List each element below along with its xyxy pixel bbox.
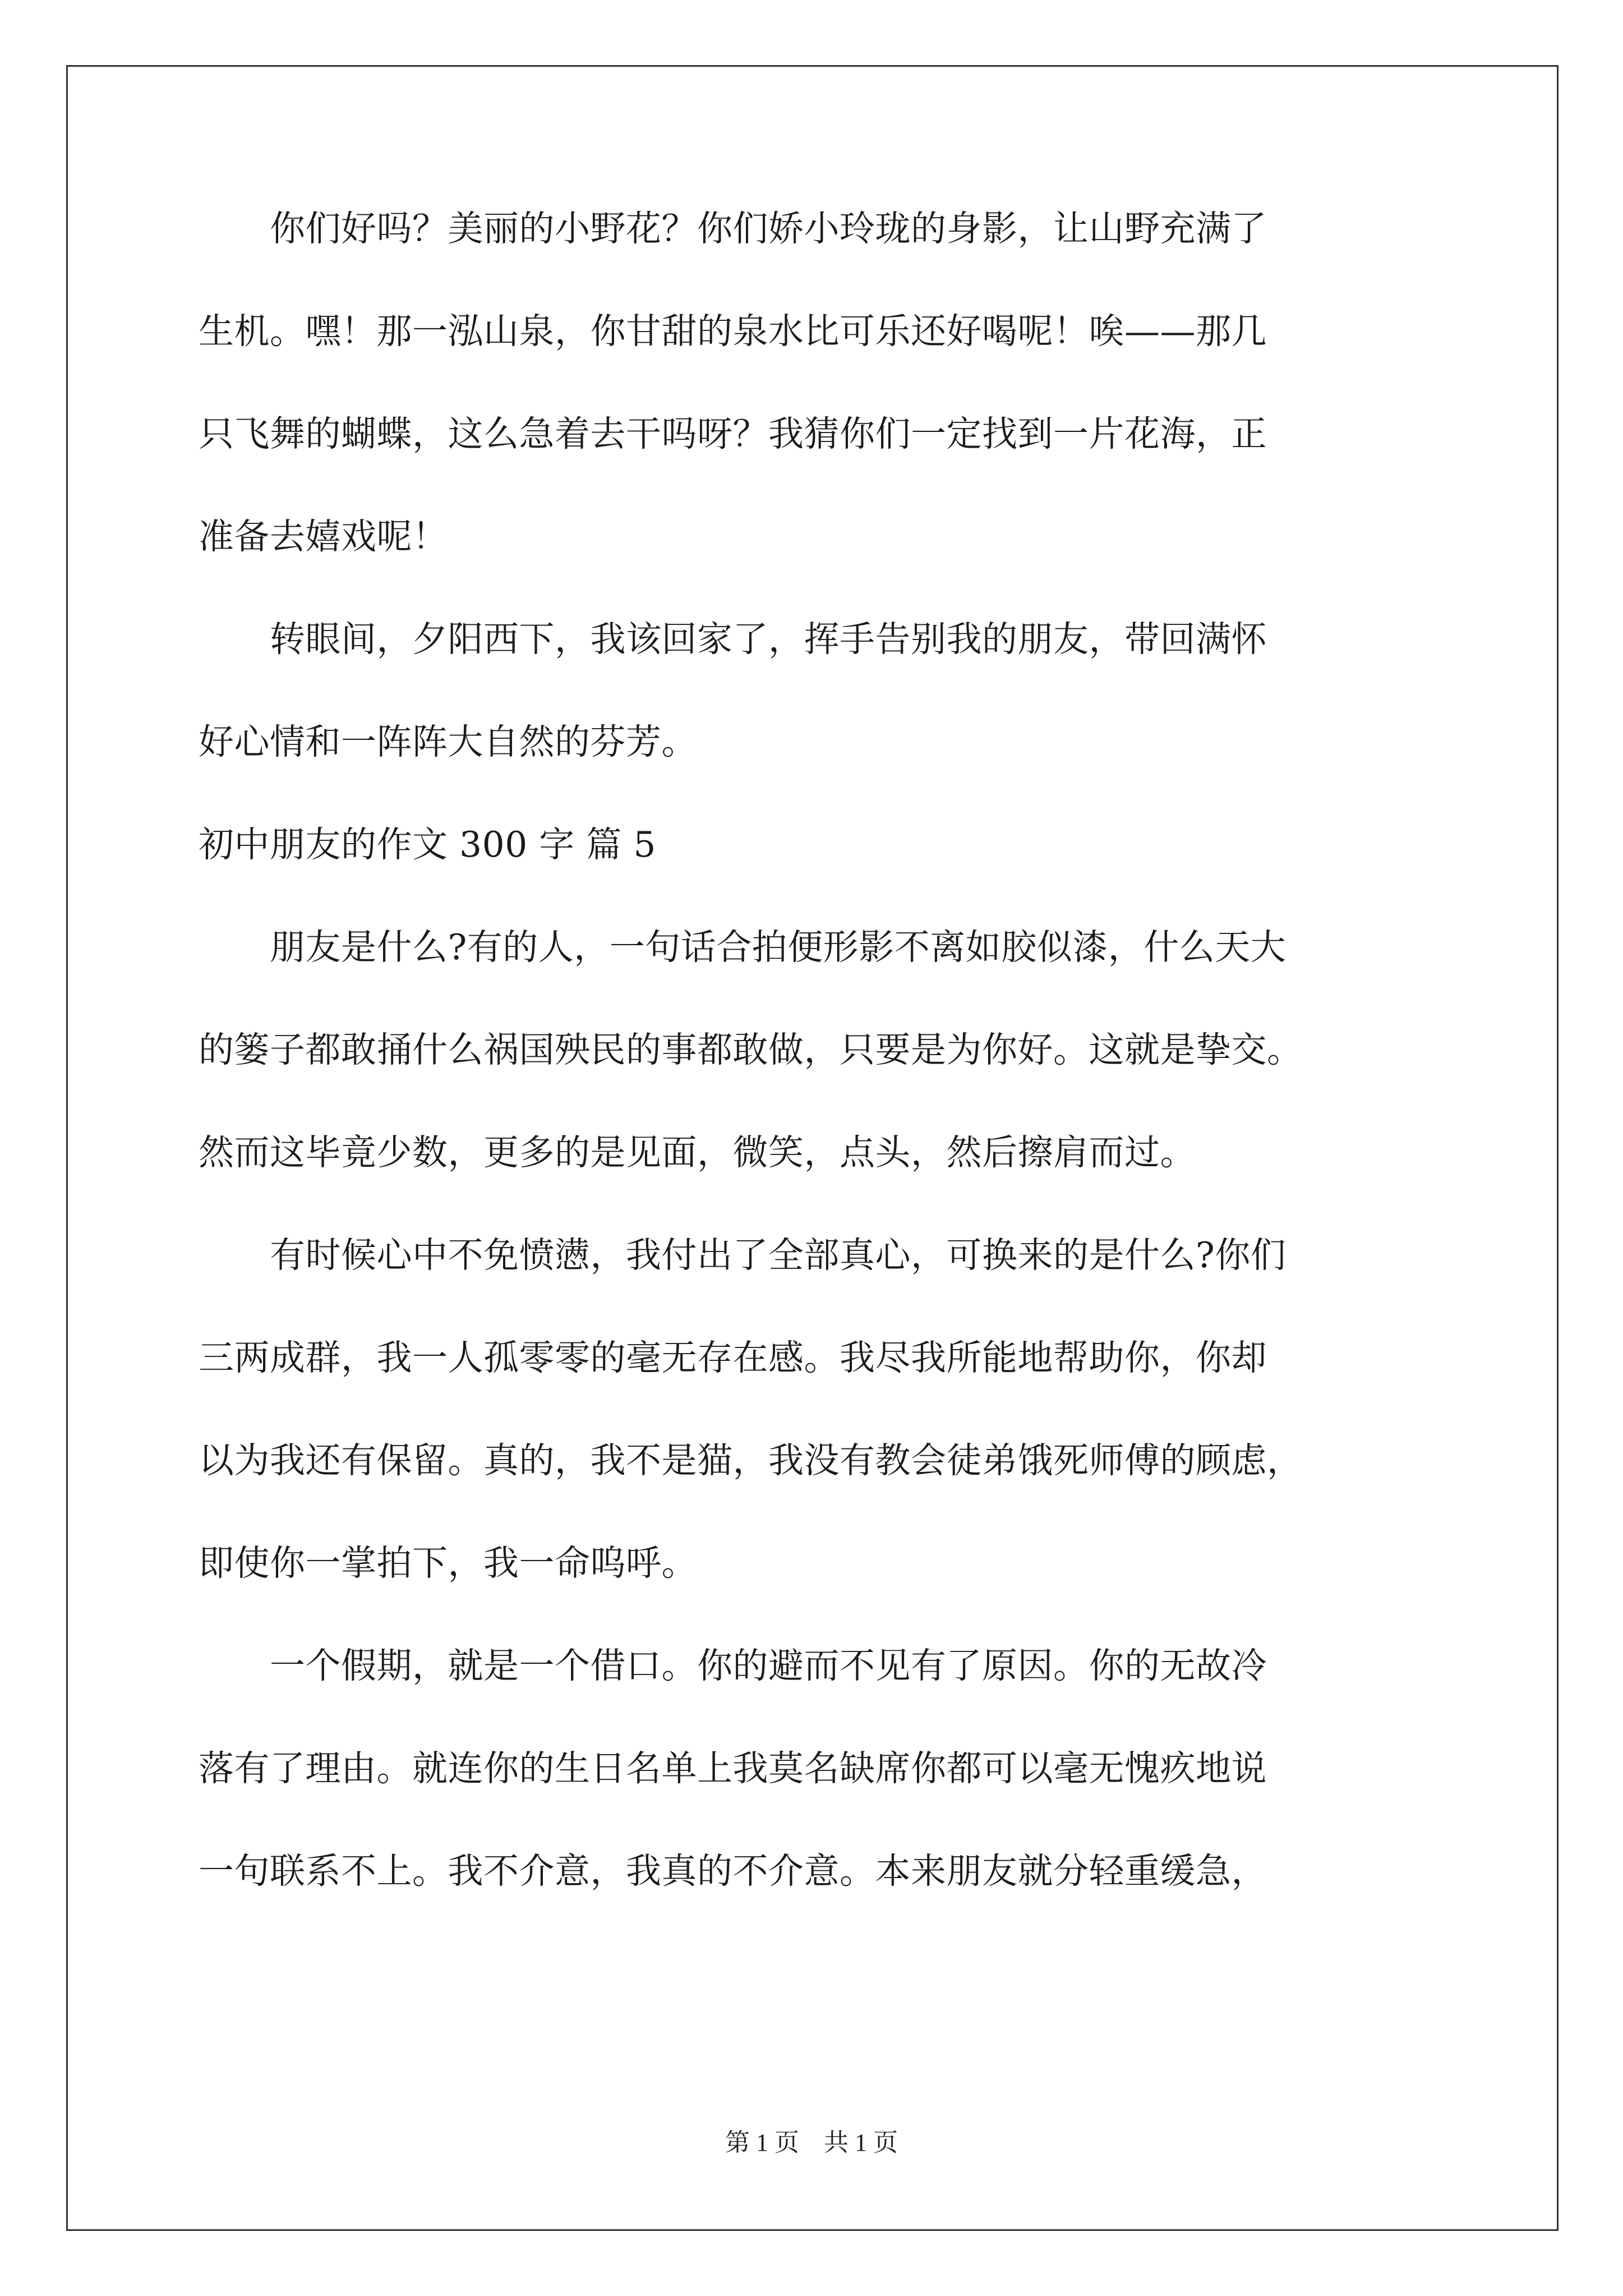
text-line: 即使你一掌拍下，我一命呜呼。	[199, 1543, 697, 1584]
text-line: 你们好吗？美丽的小野花？你们娇小玲珑的身影，让山野充满了	[199, 208, 1267, 249]
text-line: 有时候心中不免愤懑，我付出了全部真心，可换来的是什么?你们	[199, 1235, 1287, 1276]
text-line: 三两成群，我一人孤零零的毫无存在感。我尽我所能地帮助你，你却	[199, 1337, 1267, 1378]
page-number: 第 1 页 共 1 页	[725, 2129, 898, 2156]
text-line: 的篓子都敢捅什么祸国殃民的事都敢做，只要是为你好。这就是挚交。	[199, 1029, 1303, 1070]
text-line: 只飞舞的蝴蝶，这么急着去干吗呀？我猜你们一定找到一片花海，正	[199, 413, 1267, 454]
text-line: 然而这毕竟少数，更多的是见面，微笑，点头，然后擦肩而过。	[199, 1132, 1196, 1173]
text-line: 准备去嬉戏呢！	[199, 516, 448, 557]
text-line: 一句联系不上。我不介意，我真的不介意。本来朋友就分轻重缓急，	[199, 1851, 1267, 1892]
text-line: 转眼间，夕阳西下，我该回家了，挥手告别我的朋友，带回满怀	[199, 619, 1267, 660]
text-line: 以为我还有保留。真的，我不是猫，我没有教会徒弟饿死师傅的顾虑，	[199, 1440, 1303, 1481]
section-heading: 初中朋友的作文 300 字 篇 5	[199, 824, 656, 865]
text-line: 生机。嘿！那一泓山泉，你甘甜的泉水比可乐还好喝呢！唉——那几	[199, 311, 1267, 352]
text-line: 落有了理由。就连你的生日名单上我莫名缺席你都可以毫无愧疚地说	[199, 1748, 1267, 1789]
text-line: 朋友是什么?有的人，一句话合拍便形影不离如胶似漆，什么天大	[199, 927, 1287, 968]
text-line: 一个假期，就是一个借口。你的避而不见有了原因。你的无故冷	[199, 1645, 1267, 1686]
text-line: 好心情和一阵阵大自然的芬芳。	[199, 721, 697, 762]
